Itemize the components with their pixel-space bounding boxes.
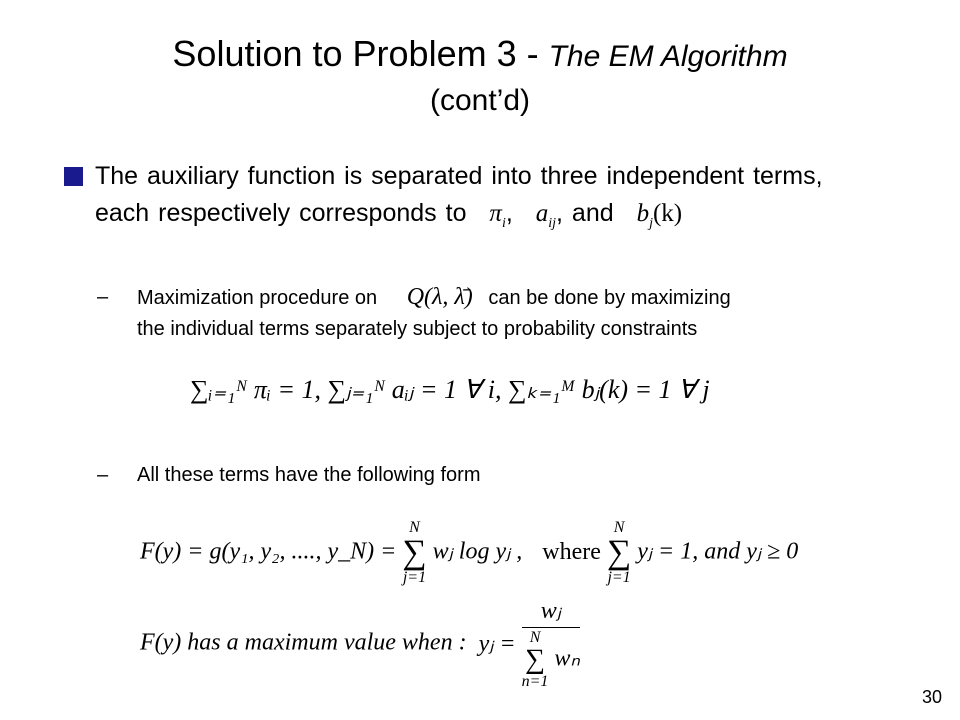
constraints-equation: ∑ᵢ₌₁ᴺ πᵢ = 1, ∑ⱼ₌₁ᴺ aᵢⱼ = 1 ∀ i, ∑ₖ₌₁ᴹ bⱼ(k) = 1 ∀ j — [190, 375, 710, 404]
slide-title — [0, 30, 960, 121]
max-fraction — [522, 596, 580, 690]
b-symbol: $b_j(k)$ — [636, 200, 683, 231]
max-denominator: N ∑ n=1 wₙ — [521, 629, 580, 690]
bullet-text — [95, 158, 875, 242]
dash-1: – — [97, 286, 109, 308]
title-sub: (cont’d) — [429, 84, 531, 117]
sub1-suffix: can be done by maximizing — [488, 287, 731, 309]
comma-1: , — [505, 199, 513, 227]
max-y: yⱼ = — [478, 630, 516, 657]
bullet-square-icon — [64, 167, 83, 186]
title-italic: The EM Algorithm — [548, 40, 788, 73]
sub-text-1 — [137, 282, 907, 345]
form-lhs: F(y) = g(y₁, y₂, ...., y_N) = — [140, 538, 397, 565]
q-expression: Q(λ, λ̄) — [406, 284, 473, 310]
a-symbol: $a_{ij}$ — [535, 200, 557, 231]
comma-and: , and — [556, 199, 614, 227]
sub-bullet-1 — [97, 282, 137, 313]
max-lhs: F(y) has a maximum value when : — [140, 629, 467, 656]
sub-bullet-2 — [97, 460, 137, 491]
sub-text-2 — [137, 460, 907, 491]
form-where: where — [542, 538, 601, 565]
form-condition: yⱼ = 1, and yⱼ ≥ 0 — [637, 538, 799, 565]
max-equation — [140, 596, 580, 690]
sub1-line2: the individual terms separately subject to probability constraints — [137, 318, 698, 340]
dash-2: – — [97, 464, 109, 486]
max-numerator: wⱼ — [522, 596, 580, 628]
form-sum: N ∑ j=1 — [402, 519, 427, 586]
bullet-text-main: The auxiliary function is separated into three independent terms, each respectively corresponds to — [95, 162, 823, 227]
title-main: Solution to Problem 3 - — [172, 33, 549, 74]
page-number: 30 — [921, 687, 942, 707]
form-body: wⱼ log yⱼ , — [432, 538, 523, 565]
pi-symbol: $\pi_i$ — [489, 200, 506, 231]
sub2-text: All these terms have the following form — [137, 464, 481, 486]
form-cond-sum: N ∑ j=1 — [606, 519, 632, 586]
sub1-prefix: Maximization procedure on — [137, 287, 378, 309]
form-equation — [140, 520, 798, 586]
